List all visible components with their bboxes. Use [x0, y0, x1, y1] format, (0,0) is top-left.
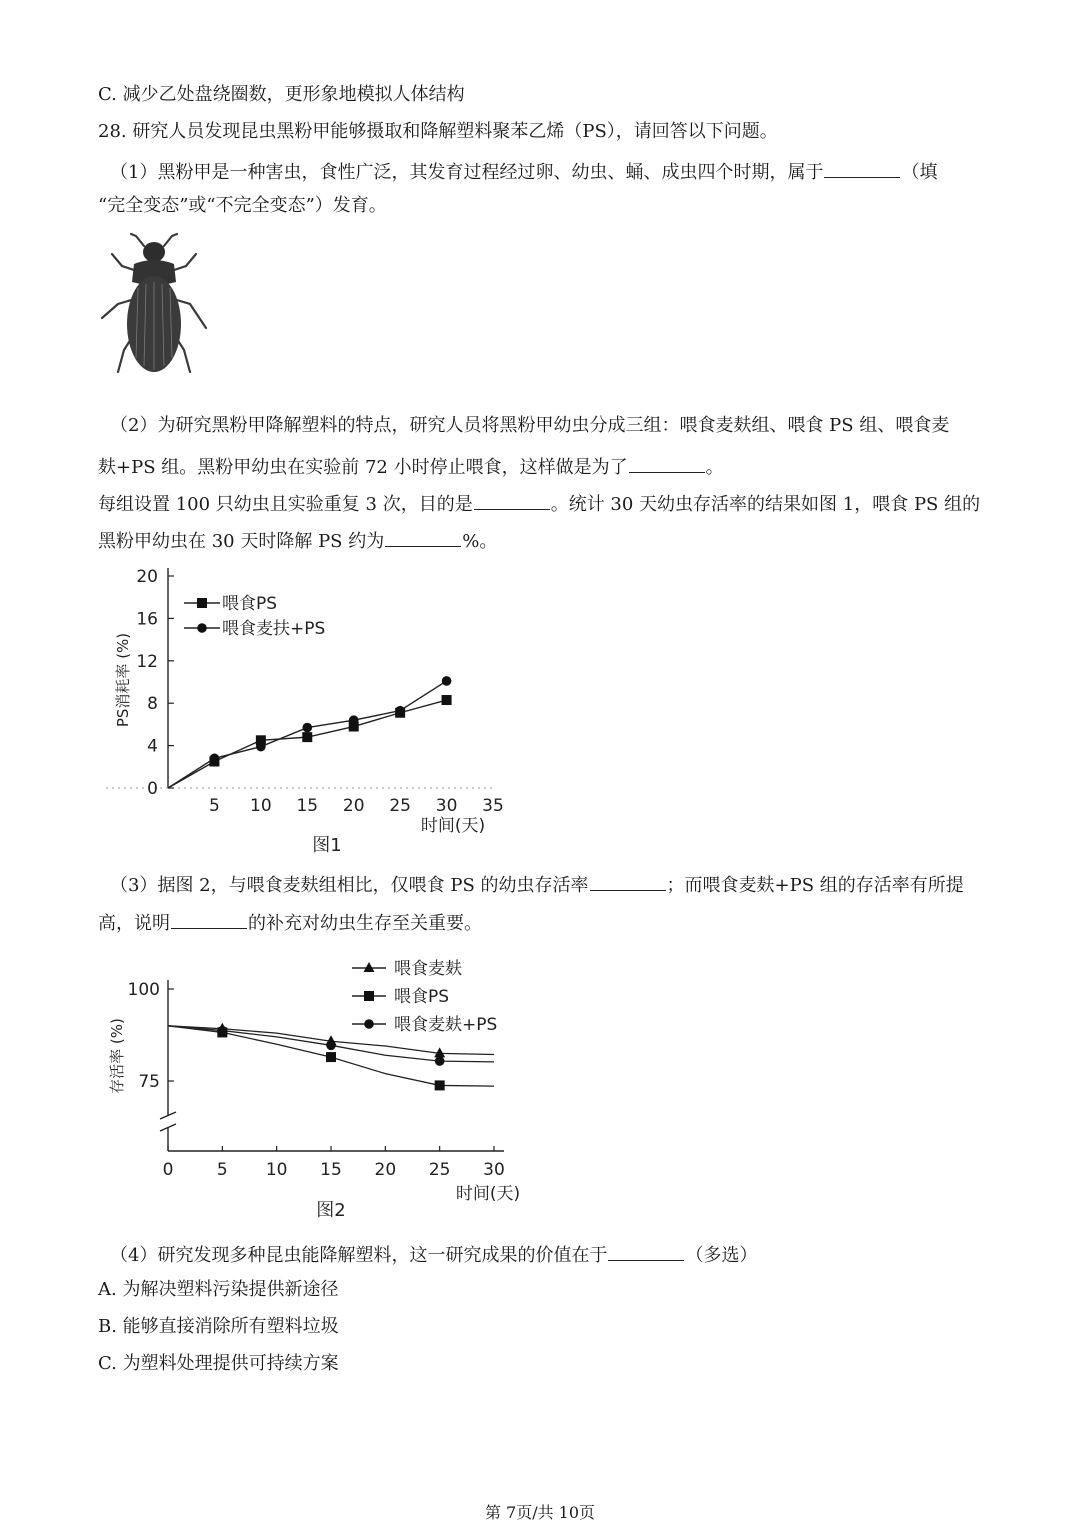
text-segment: 黑粉甲幼虫在 30 天时降解 PS 约为: [98, 531, 385, 552]
legend-marker: [197, 623, 207, 633]
data-point: [326, 1052, 336, 1062]
data-point: [256, 742, 266, 752]
question-28-2-line1: （2）为研究黑粉甲降解塑料的特点，研究人员将黑粉甲幼虫分成三组：喂食麦麸组、喂食 PS 组、喂食麦: [110, 415, 950, 436]
data-point: [218, 1026, 228, 1036]
y-tick-label: 12: [136, 651, 158, 672]
text-segment: （3）据图 2，与喂食麦麸组相比，仅喂食 PS 的幼虫存活率: [110, 875, 589, 896]
legend-label: 喂食麦扶+PS: [222, 619, 326, 639]
question-28-2-line2: [98, 452, 724, 480]
text-segment: ；而喂食麦麸+PS 组的存活率有所提: [666, 875, 964, 896]
y-tick-label: 16: [136, 609, 158, 630]
legend-label: 喂食PS: [222, 594, 278, 614]
answer-blank[interactable]: [590, 870, 666, 891]
text-segment: 。统计 30 天幼虫存活率的结果如图 1，喂食 PS 组的: [550, 494, 981, 515]
text-segment: 高，说明: [98, 913, 170, 934]
y-tick-label: 20: [136, 567, 158, 587]
x-tick-label: 20: [374, 1160, 397, 1180]
text-segment: （多选）: [685, 1245, 758, 1266]
answer-blank[interactable]: [824, 157, 900, 178]
option-a: A. 为解决塑料污染提供新途径: [98, 1279, 339, 1300]
text-segment: （1）黑粉甲是一种害虫，食性广泛，其发育过程经过卵、幼虫、蛹、成虫四个时期，属于: [110, 162, 824, 183]
legend-label: 喂食麦麸+PS: [394, 1015, 498, 1035]
y-tick-label: 100: [127, 980, 160, 1000]
figure-caption: 图2: [316, 1200, 346, 1221]
question-28-2-line3: [98, 489, 980, 517]
x-tick-label: 30: [435, 796, 458, 816]
question-28-1-line2: “完全变态”或“不完全变态”）发育。: [98, 195, 387, 216]
figure-2-chart: [98, 948, 528, 1230]
x-tick-label: 30: [483, 1160, 505, 1180]
data-point: [435, 1080, 445, 1090]
question-28-title: 28. 研究人员发现昆虫黑粉甲能够摄取和降解塑料聚苯乙烯（PS），请回答以下问题。: [98, 121, 778, 142]
x-tick-label: 10: [250, 796, 272, 816]
text-segment: 。: [705, 457, 724, 478]
beetle-illustration: [98, 232, 210, 382]
x-tick-label: 35: [482, 796, 504, 816]
question-28-4-line1: [110, 1240, 757, 1268]
text-segment: 的补充对幼虫生存至关重要。: [248, 913, 482, 934]
answer-blank[interactable]: [608, 1240, 684, 1261]
option-b: B. 能够直接消除所有塑料垃圾: [98, 1316, 339, 1337]
option-c: C. 为塑料处理提供可持续方案: [98, 1353, 339, 1374]
x-tick-label: 5: [209, 796, 220, 816]
data-point: [442, 676, 452, 686]
legend-label: 喂食PS: [394, 987, 450, 1007]
x-tick-label: 25: [389, 796, 411, 816]
text-segment: （4）研究发现多种昆虫能降解塑料，这一研究成果的价值在于: [110, 1245, 608, 1266]
data-point: [210, 754, 220, 764]
data-point: [395, 706, 405, 716]
x-tick-label: 25: [428, 1160, 451, 1180]
legend-marker: [364, 991, 374, 1001]
x-tick-label: 20: [342, 796, 365, 816]
x-tick-label: 15: [320, 1160, 342, 1180]
data-point: [302, 723, 312, 733]
data-point: [326, 1041, 336, 1051]
page-footer: 第 7页/共 10页: [484, 1503, 596, 1522]
answer-blank[interactable]: [171, 908, 247, 929]
legend-marker: [197, 598, 207, 608]
data-point: [435, 1056, 445, 1066]
answer-blank[interactable]: [629, 452, 705, 473]
legend-marker: [364, 962, 375, 972]
question-28-1-line1: [110, 157, 937, 185]
question-28-3-line2: [98, 908, 482, 936]
x-axis-label: 时间(天): [420, 816, 486, 836]
answer-blank[interactable]: [474, 489, 550, 510]
legend-marker: [364, 1019, 374, 1029]
text-segment: （填: [901, 162, 938, 183]
data-point: [442, 695, 452, 705]
legend-label: 喂食麦麸: [394, 959, 462, 979]
text-segment: %。: [462, 531, 498, 552]
y-axis-label: PS消耗率 (%): [114, 632, 132, 728]
figure-1-chart: [98, 558, 518, 860]
text-segment: 麸+PS 组。黑粉甲幼虫在实验前 72 小时停止喂食，这样做是为了: [98, 457, 628, 478]
x-tick-label: 10: [265, 1160, 288, 1180]
y-tick-label: 4: [147, 736, 158, 757]
x-tick-label: 0: [162, 1160, 174, 1180]
y-tick-label: 8: [147, 694, 158, 715]
answer-blank[interactable]: [385, 526, 461, 547]
y-tick-label: 0: [147, 779, 158, 799]
question-28-3-line1: [110, 870, 964, 898]
question-28-2-line4: [98, 526, 497, 554]
x-axis-label: 时间(天): [455, 1184, 521, 1204]
option-c-previous: C. 减少乙处盘绕圈数，更形象地模拟人体结构: [98, 84, 465, 105]
y-axis-label: 存活率 (%): [108, 1018, 126, 1094]
data-point: [349, 715, 359, 725]
x-tick-label: 15: [296, 796, 319, 816]
y-tick-label: 75: [138, 1072, 160, 1092]
data-point: [302, 732, 312, 742]
text-segment: 每组设置 100 只幼虫且实验重复 3 次，目的是: [98, 494, 473, 515]
figure-caption: 图1: [312, 835, 342, 856]
x-tick-label: 5: [216, 1160, 228, 1180]
